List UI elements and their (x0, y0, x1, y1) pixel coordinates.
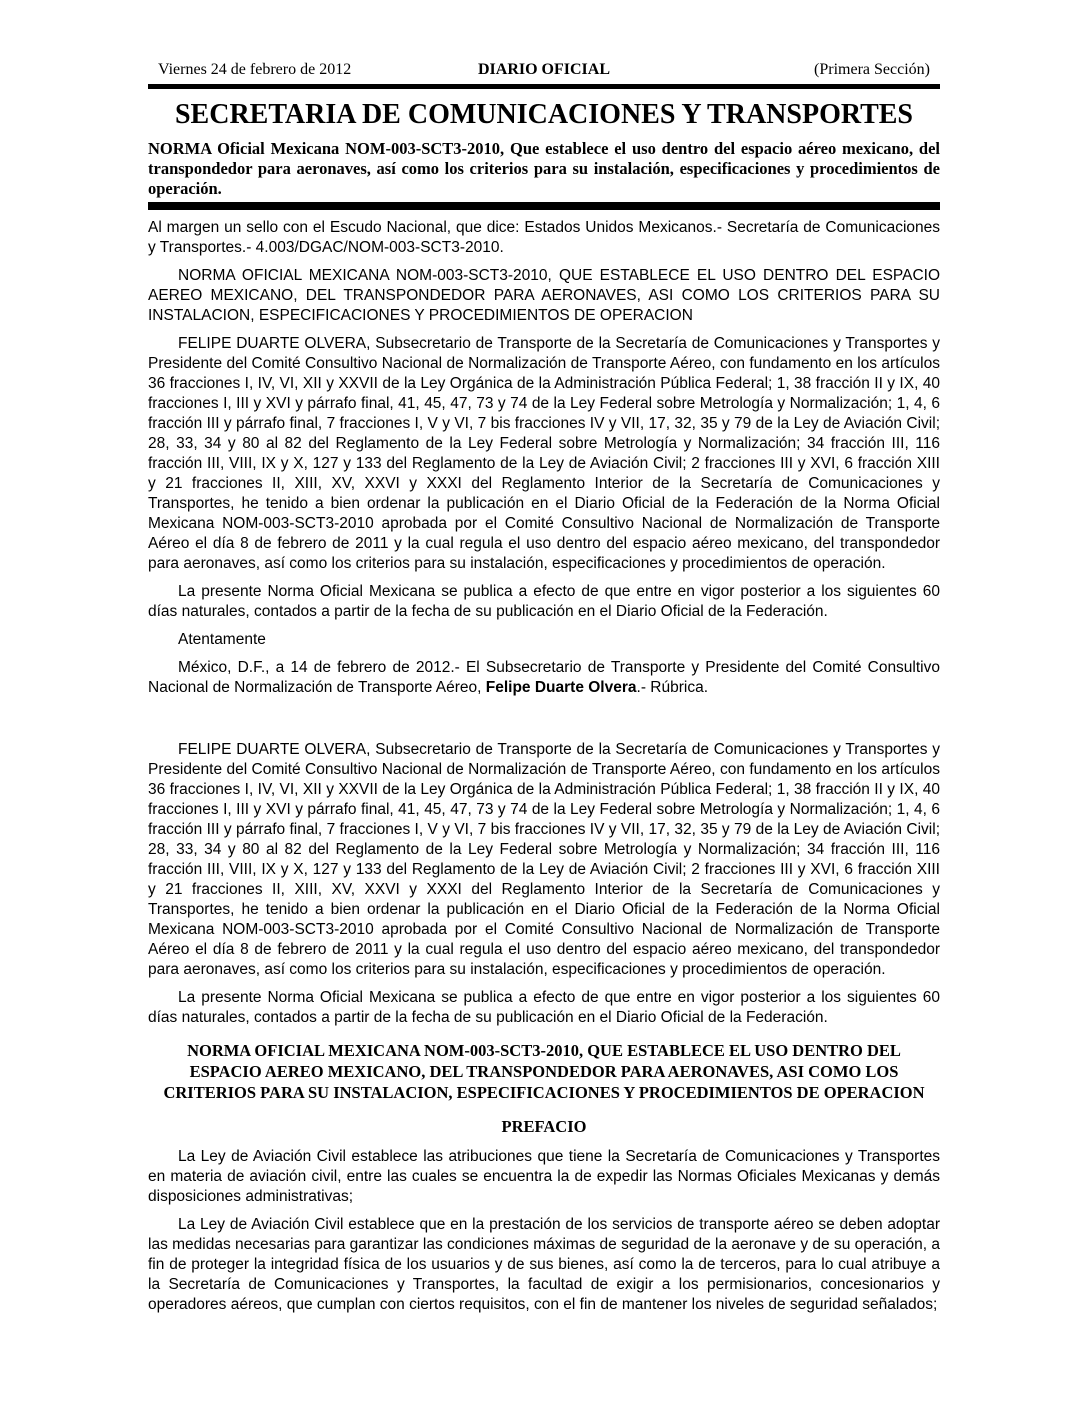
firma-name: Felipe Duarte Olvera (485, 679, 637, 696)
running-header (148, 60, 940, 80)
heading-prefacio: PREFACIO (501, 1117, 587, 1136)
header-date: Viernes 24 de febrero de 2012 (158, 61, 352, 78)
header-publication: DIARIO OFICIAL (477, 61, 610, 78)
page-title: SECRETARIA DE COMUNICACIONES Y TRANSPORTES (174, 99, 914, 130)
header-section: (Primera Sección) (814, 61, 930, 78)
header-rule (148, 84, 940, 89)
atentamente-line: Atentamente (178, 631, 266, 648)
firma-prefix: México, D.F., a 14 de febrero de 2012.- El Subsecretario de Transporte y Presidente del Comité Consultivo Nacional de Normalización de Transporte Aéreo, (148, 659, 940, 696)
paragraph-vigor-2: La presente Norma Oficial Mexicana se publica a efecto de que entre en vigor posterior a los siguientes 60 días naturales, contados a partir de la fecha de su publicación en el Diario Oficial de la Federación. (148, 989, 940, 1026)
paragraph-al-margen: Al margen un sello con el Escudo Nacional, que dice: Estados Unidos Mexicanos.- Secretaría de Comunicaciones y Transportes.- 4.003/DGAC/NOM-003-SCT3-2010. (148, 219, 940, 256)
document-content (148, 60, 940, 1323)
firma-suffix: .- Rúbrica. (636, 679, 709, 696)
heading-norma-center: NORMA OFICIAL MEXICANA NOM-003-SCT3-2010, QUE ESTABLECE EL USO DENTRO DEL ESPACIO AEREO MEXICANO, DEL TRANSPONDEDOR PARA AERONAVES, ASI COMO LOS CRITERIOS PARA SU INSTALACION, ESPECIFICACIONES Y PROCEDIMIENTOS DE OPERACION (163, 1041, 925, 1102)
paragraph-felipe-2: FELIPE DUARTE OLVERA, Subsecretario de Transporte de la Secretaría de Comunicaciones y Transportes y Presidente del Comité Consultivo Nacional de Normalización de Transporte Aéreo, con fundamento en los artículos 36 fracciones I, IV, VI, XII y XXVII de la Ley Orgánica de la Administración Pública Federal; 1, 38 fracción II y IX, 40 fracciones I, III y XVI y párrafo final, 41, 45, 47, 73 y 74 de la Ley Federal sobre Metrología y Normalización; 1, 4, 6 fracción III y párrafo final, 7 fracciones I, V y VI, 7 bis fracciones IV y VII, 17, 32, 35 y 79 de la Ley de Aviación Civil; 28, 33, 34 y 80 al 82 del Reglamento de la Ley Federal sobre Metrología y Normalización; 34 fracción III, 116 fracción III, VIII, IX y X, 127 y 133 del Reglamento de la Ley de Aviación Civil; 2 fracciones III y XVI, 6 fracción XIII y 21 fracciones II, XIII, XV, XXVI y XXXI del Reglamento Interior de la Secretaría de Comunicaciones y Transportes, he tenido a bien ordenar la publicación en el Diario Oficial de la Federación de la Norma Oficial Mexicana NOM-003-SCT3-2010 aprobada por el Comité Consultivo Nacional de Normalización de Transporte Aéreo el día 8 de febrero de 2011 y la cual regula el uso dentro del espacio aéreo mexicano, del transpondedor para aeronaves, así como los criterios para su instalación, especificaciones y procedimientos de operación. (148, 741, 940, 978)
norma-catchline: NORMA Oficial Mexicana NOM-003-SCT3-2010, Que establece el uso dentro del espacio aéreo mexicano, del transpondedor para aeronaves, así como los criterios para su instalación, especificaciones y procedimientos de operación. (148, 139, 940, 198)
paragraph-vigor-1: La presente Norma Oficial Mexicana se publica a efecto de que entre en vigor posterior a los siguientes 60 días naturales, contados a partir de la fecha de su publicación en el Diario Oficial de la Federación. (148, 583, 940, 620)
paragraph-felipe-1: FELIPE DUARTE OLVERA, Subsecretario de Transporte de la Secretaría de Comunicaciones y Transportes y Presidente del Comité Consultivo Nacional de Normalización de Transporte Aéreo, con fundamento en los artículos 36 fracciones I, IV, VI, XII y XXVII de la Ley Orgánica de la Administración Pública Federal; 1, 38 fracción II y IX, 40 fracciones I, III y XVI y párrafo final, 41, 45, 47, 73 y 74 de la Ley Federal sobre Metrología y Normalización; 1, 4, 6 fracción III y párrafo final, 7 fracciones I, V y VI, 7 bis fracciones IV y VII, 17, 32, 35 y 79 de la Ley de Aviación Civil; 28, 33, 34 y 80 al 82 del Reglamento de la Ley Federal sobre Metrología y Normalización; 34 fracción III, 116 fracción III, VIII, IX y X, 127 y 133 del Reglamento de la Ley de Aviación Civil; 2 fracciones III y XVI, 6 fracción XIII y 21 fracciones II, XIII, XV, XXVI y XXXI del Reglamento Interior de la Secretaría de Comunicaciones y Transportes, he tenido a bien ordenar la publicación en el Diario Oficial de la Federación de la Norma Oficial Mexicana NOM-003-SCT3-2010 aprobada por el Comité Consultivo Nacional de Normalización de Transporte Aéreo el día 8 de febrero de 2011 y la cual regula el uso dentro del espacio aéreo mexicano, del transpondedor para aeronaves, así como los criterios para su instalación, especificaciones y procedimientos de operación. (148, 335, 940, 572)
paragraph-ley-2: La Ley de Aviación Civil establece que en la prestación de los servicios de transporte aéreo se deben adoptar las medidas necesarias para garantizar las condiciones máximas de seguridad de la aeronave y de su operación, a fin de proteger la integridad física de los usuarios y de sus bienes, así como la de terceros, para lo cual atribuye a la Secretaría de Comunicaciones y Transportes, la facultad de exigir a los permisionarios, concesionarios y operadores aéreos, que cumplan con ciertos requisitos, con el fin de mantener los niveles de seguridad señalados; (148, 1216, 940, 1313)
paragraph-ley-1: La Ley de Aviación Civil establece las atribuciones que tiene la Secretaría de Comunicaciones y Transportes en materia de aviación civil, entre las cuales se encuentra la de expedir las Normas Oficiales Mexicanas y demás disposiciones administrativas; (148, 1148, 940, 1205)
section-divider-bar (148, 202, 940, 210)
paragraph-norma-caps: NORMA OFICIAL MEXICANA NOM-003-SCT3-2010, QUE ESTABLECE EL USO DENTRO DEL ESPACIO AEREO MEXICANO, DEL TRANSPONDEDOR PARA AERONAVES, ASI COMO LOS CRITERIOS PARA SU INSTALACION, ESPECIFICACIONES Y PROCEDIMIENTOS DE OPERACION (148, 267, 940, 324)
paragraph-firma (148, 658, 940, 698)
